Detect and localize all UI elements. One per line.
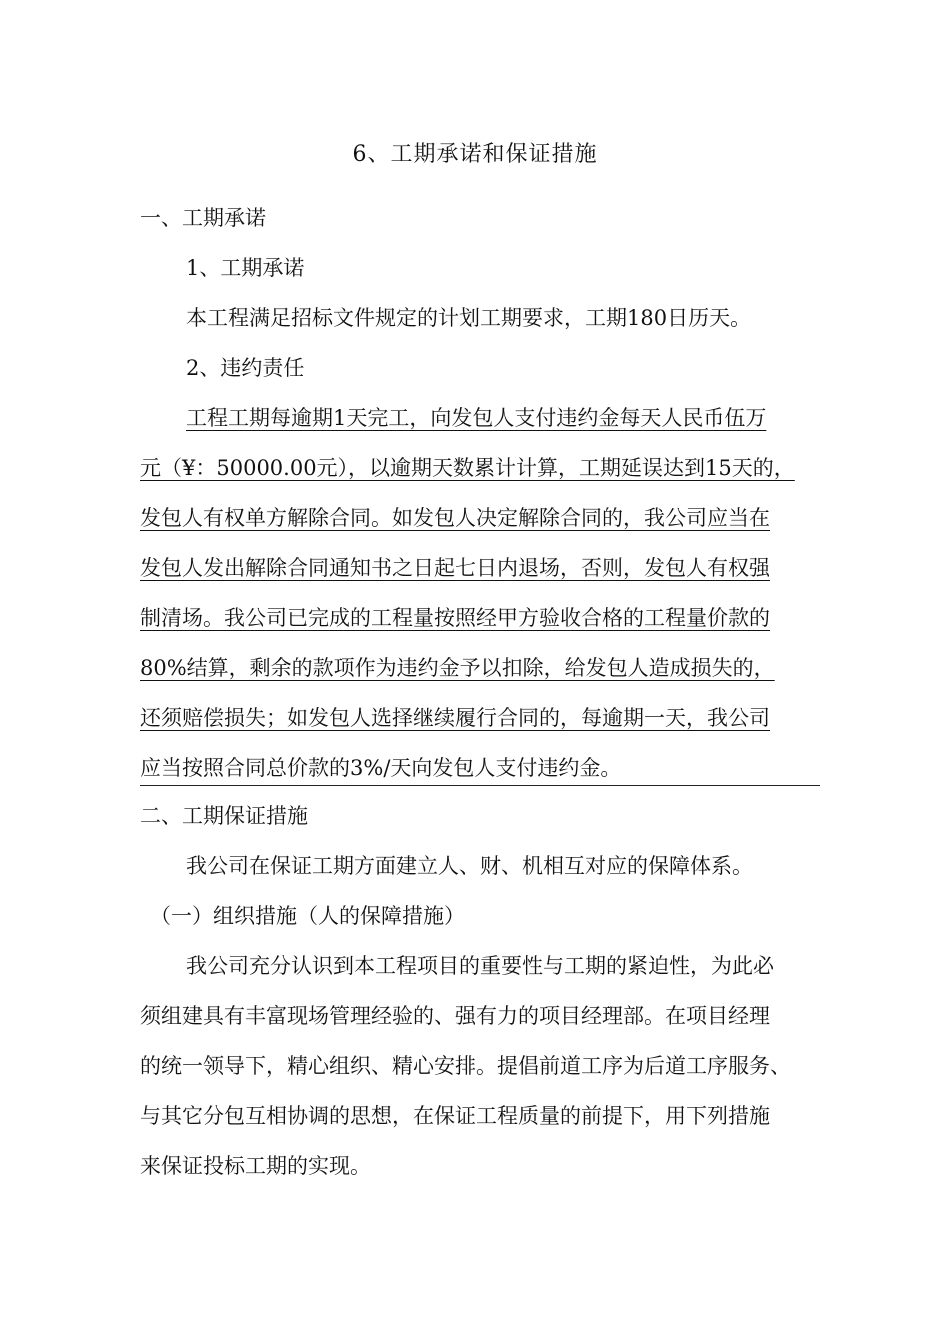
organization-line: 与其它分包互相协调的思想，在保证工程质量的前提下，用下列措施 <box>140 1104 770 1128</box>
section-divider <box>140 785 820 786</box>
penalty-line: 元（¥：50000.00元），以逾期天数累计计算，工期延误达到15天的， <box>140 456 795 480</box>
section-1-1-heading: 1、工期承诺 <box>186 256 305 280</box>
organization-line: 的统一领导下，精心组织、精心安排。提倡前道工序为后道工序服务、 <box>140 1054 791 1078</box>
penalty-line: 制清场。我公司已完成的工程量按照经甲方验收合格的工程量价款的 <box>140 606 770 630</box>
organization-line: 须组建具有丰富现场管理经验的、强有力的项目经理部。在项目经理 <box>140 1004 770 1028</box>
section-2-heading: 二、工期保证措施 <box>140 804 308 828</box>
organization-line: 我公司充分认识到本工程项目的重要性与工期的紧迫性，为此必 <box>186 954 774 978</box>
section-1-1-text: 本工程满足招标文件规定的计划工期要求，工期180日历天。 <box>186 306 752 330</box>
section-2-1-heading: （一）组织措施（人的保障措施） <box>150 904 465 928</box>
section-1-2-heading: 2、违约责任 <box>186 356 305 380</box>
penalty-line: 还须赔偿损失；如发包人选择继续履行合同的，每逾期一天，我公司 <box>140 706 770 730</box>
section-1-heading: 一、工期承诺 <box>140 206 266 230</box>
section-2-intro: 我公司在保证工期方面建立人、财、机相互对应的保障体系。 <box>186 854 753 878</box>
penalty-line: 80%结算，剩余的款项作为违约金予以扣除，给发包人造成损失的， <box>140 656 775 680</box>
penalty-line: 应当按照合同总价款的3%/天向发包人支付违约金。 <box>140 756 622 780</box>
penalty-line: 工程工期每逾期1天完工，向发包人支付违约金每天人民币伍万 <box>186 406 767 430</box>
document-title: 6、工期承诺和保证措施 <box>352 142 598 167</box>
organization-line: 来保证投标工期的实现。 <box>140 1154 371 1178</box>
penalty-line: 发包人发出解除合同通知书之日起七日内退场，否则，发包人有权强 <box>140 556 770 580</box>
penalty-line: 发包人有权单方解除合同。如发包人决定解除合同的，我公司应当在 <box>140 506 770 530</box>
